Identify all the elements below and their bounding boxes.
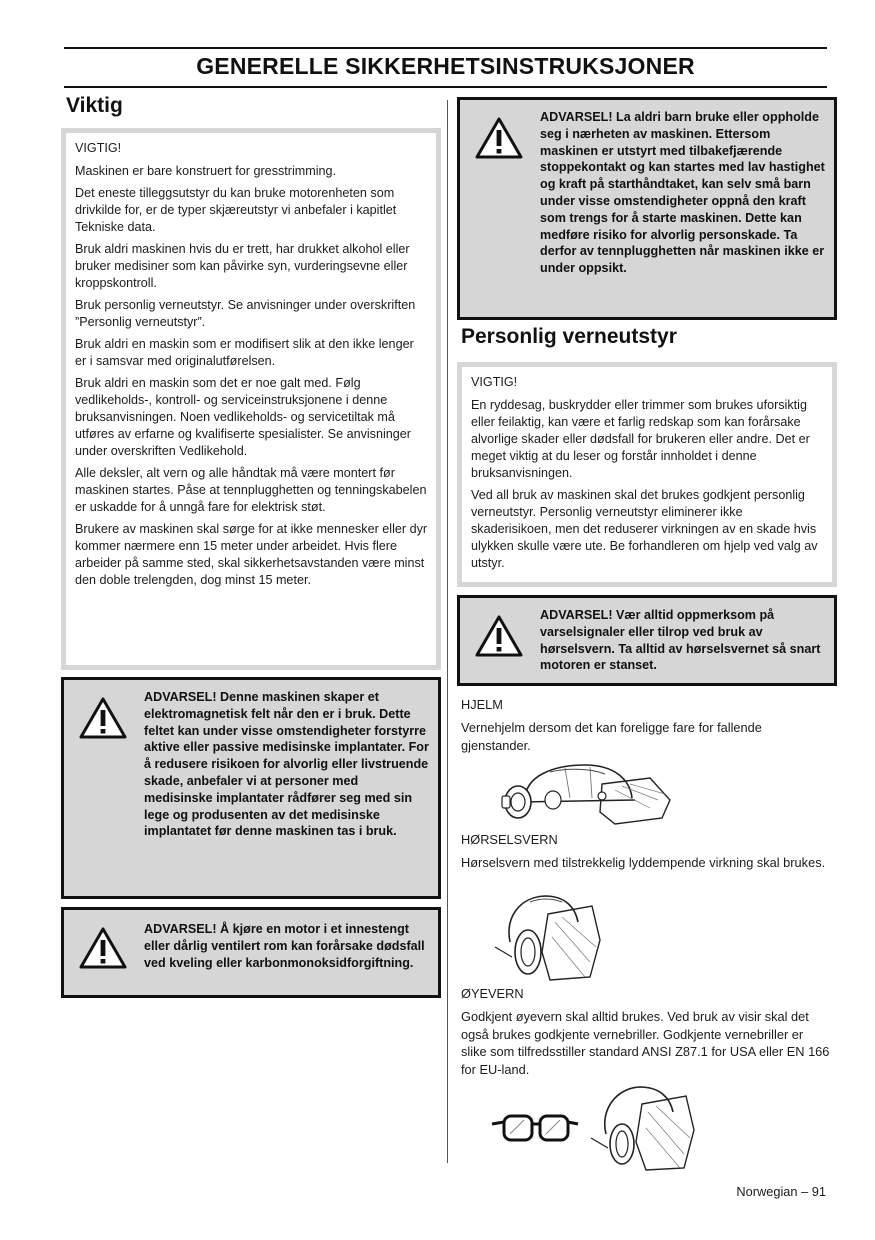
important-paragraph: Bruk personlig verneutstyr. Se anvisninger under overskriften ”Personlig verneutstyr”. xyxy=(75,298,416,329)
important-paragraph: Bruk aldri maskinen hvis du er trett, har drukket alkohol eller bruker medisiner som kan påvirke syn, vurderingsevne eller kroppskontroll. xyxy=(75,242,410,290)
important-label: VIGTIG! xyxy=(471,375,518,389)
section-title-viktig: Viktig xyxy=(66,94,123,117)
important-paragraph: En ryddesag, buskrydder eller trimmer som brukes uforsiktig eller feilaktig, kan være et farlig redskap som kan forårsake alvorlige skader eller dødsfall for brukeren eller andre. Det er meget viktig at du leser og forstår innholdet i denne bruksanvisningen. xyxy=(471,398,810,480)
important-paragraph: Alle deksler, alt vern og alle håndtak må være montert før maskinen startes. Påse at tennplugghetten og tenningskabelen er uskadde for å unngå fare for elektrisk støt. xyxy=(75,466,427,514)
eye-protection-text: Godkjent øyevern skal alltid brukes. Ved bruk av visir skal det også brukes godkjente vernebriller. Godkjente vernebriller er slike som tilfredsstiller standard ANSI Z87.1 for USA eller EN 166 for EU-land. xyxy=(461,1009,830,1077)
warning-triangle-icon xyxy=(474,116,524,160)
helmet-text: Vernehjelm dersom det kan foreligge fare for fallende gjenstander. xyxy=(461,720,762,753)
important-paragraph: Bruk aldri en maskin som det er noe galt med. Følg vedlikeholds-, kontroll- og serviceinstruksjonene i denne bruksanvisningen. Noen vedlikeholds- og servicetiltak må utføres av erfarne og kvalifiserte spesialister. Se anvisninger under overskriften Vedlikehold. xyxy=(75,376,411,458)
safety-glasses-illustration xyxy=(490,1110,580,1146)
important-box-viktig xyxy=(61,128,441,670)
column-divider xyxy=(447,100,448,1163)
warning-text: ADVARSEL! Denne maskinen skaper et elektromagnetisk felt når den er i bruk. Dette feltet kan under visse omstendigheter forstyrre aktive eller passive medisinske implantater. For å redusere risikoen for alvorlig eller livstruende skade, anbefaler vi at personer med medisinske implantater rådfører seg med sin lege og produsenten av det medisinske implantatet før denne maskinen tas i bruk. xyxy=(144,690,429,839)
page-title: GENERELLE SIKKERHETSINSTRUKSJONER xyxy=(196,53,695,79)
warning-triangle-icon xyxy=(78,926,128,970)
warning-box-children xyxy=(457,97,837,320)
important-box-protective-equipment xyxy=(457,362,837,587)
important-paragraph: Det eneste tilleggsutstyr du kan bruke motorenheten som drivkilde for, er de typer skjæreutstyr vi anbefaler i kapitlet Tekniske data. xyxy=(75,186,397,234)
warning-triangle-icon xyxy=(474,614,524,658)
warning-text: ADVARSEL! Å kjøre en motor i et innestengt eller dårlig ventilert rom kan forårsake dødsfall ved kveling eller karbonmonoksidforgiftning. xyxy=(144,922,425,970)
warning-text: ADVARSEL! Vær alltid oppmerksom på varselsignaler eller tilrop ved bruk av hørselsvern. Ta alltid av hørselsvernet så snart motoren er stanset. xyxy=(540,608,821,673)
header-rule-bottom xyxy=(64,86,827,88)
warning-box-hearing-alert xyxy=(457,595,837,686)
important-paragraph: Maskinen er bare konstruert for gresstrimming. xyxy=(75,164,337,178)
warning-box-emf xyxy=(61,677,441,899)
warning-triangle-icon xyxy=(78,696,128,740)
header-rule-top xyxy=(64,47,827,49)
warning-box-carbon-monoxide xyxy=(61,907,441,998)
hearing-label: HØRSELSVERN xyxy=(461,832,558,847)
important-label: VIGTIG! xyxy=(75,141,122,155)
hearing-protection-illustration xyxy=(490,892,605,984)
hearing-text: Hørselsvern med tilstrekkelig lyddempende virkning skal brukes. xyxy=(461,855,826,870)
important-paragraph: Brukere av maskinen skal sørge for at ikke mennesker eller dyr kommer nærmere enn 15 meter under arbeidet. Hvis flere arbeider på samme sted, skal sikkerhetsavstanden være minst den doble trelengden, dog minst 15 meter. xyxy=(75,522,428,587)
important-paragraph: Ved all bruk av maskinen skal det brukes godkjent personlig verneutstyr. Personlig verneutstyr eliminerer ikke skaderisikoen, men det reduserer virkningen av en skade hvis ulykken skulle være ute. Be forhandleren om hjelp ved valg av utstyr. xyxy=(471,488,818,570)
warning-text: ADVARSEL! La aldri barn bruke eller oppholde seg i nærheten av maskinen. Ettersom maskinen er utstyrt med tilbakefjærende stoppekontakt og kan startes med lav hastighet og kraft på starthåndtaket, kan selv små barn under visse omstendigheter oppnå den kraft som trengs for å starte maskinen. Dette kan medføre risiko for alvorlig personskade. Ta derfor av tennplugghetten når maskinen ikke er under oppsikt. xyxy=(540,110,825,276)
important-paragraph: Bruk aldri en maskin som er modifisert slik at den ikke lenger er i samsvar med originalutførelsen. xyxy=(75,337,414,368)
eye-protection-label: ØYEVERN xyxy=(461,986,524,1001)
page-footer: Norwegian – 91 xyxy=(736,1184,826,1199)
helmet-illustration xyxy=(490,760,680,830)
helmet-label: HJELM xyxy=(461,697,503,712)
section-title-personlig-verneutstyr: Personlig verneutstyr xyxy=(461,325,677,348)
visor-illustration xyxy=(588,1082,698,1174)
